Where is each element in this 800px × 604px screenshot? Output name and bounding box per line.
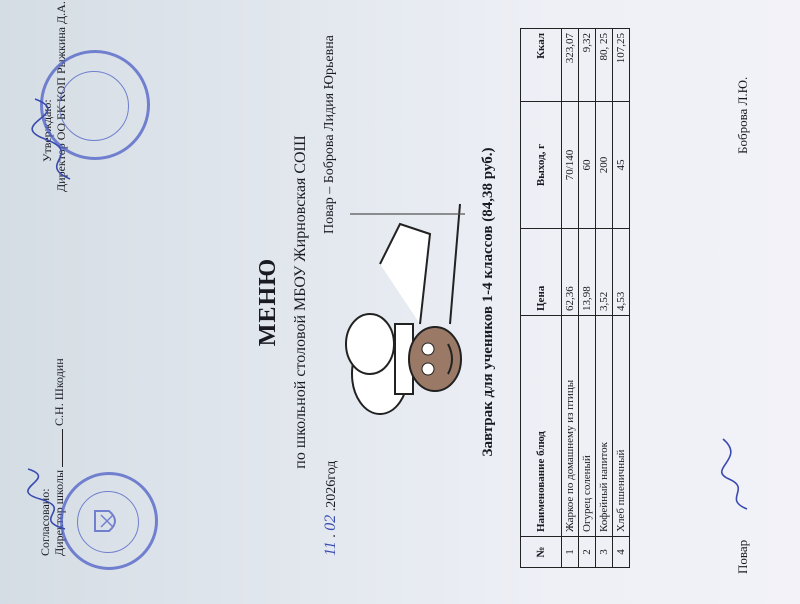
col-output: Выход, г [521,102,562,229]
menu-table [520,28,630,568]
col-dish-name: Наименование блюд [521,316,562,537]
table-row: 3 Кофейный напиток 3,52 200 80, 25 [596,29,613,568]
approval-left-role: Директор школы С.Н. Шкодин [52,358,66,556]
col-kcal: Ккал [521,29,562,102]
sign-name: Боброва Л.Ю. [735,76,750,154]
table-row: 1 Жаркое по домашнему из птицы 62,36 70/140 323,07 [562,29,579,568]
cook-signature [717,434,757,514]
date-day: 11 [322,541,339,556]
signature-left [20,464,80,534]
approval-right-heading: Утверждаю: [40,99,54,162]
approval-right-name: Рыжкина Д.А. [54,1,68,75]
page-subtitle: по школьной столовой МБОУ Жирновская СОШ [292,135,309,469]
table-row: 4 Хлеб пшеничный 4,53 45 107,25 [613,29,630,568]
approval-left-name: С.Н. Шкодин [52,358,66,426]
crest-icon [93,509,121,533]
date-month: 02 [322,514,339,531]
meal-title: Завтрак для учеников 1-4 классов (84,38 руб.) [480,147,496,457]
signature-right [30,94,90,184]
col-price: Цена [521,229,562,316]
approval-right-role: Директор ОО БК КОП Рыжкина Д.А. [54,1,68,192]
col-number: № [521,537,562,568]
table-row: 2 Огурец соленый 13,98 60 9,32 [579,29,596,568]
chef-illustration [340,164,470,464]
date-line: 11 . 02 .2026год [322,460,339,556]
table-header-row [521,29,562,568]
page-title: МЕНЮ [255,257,281,347]
cook-line: Повар – Боброва Лидия Юрьевна [322,35,337,234]
approval-left-heading: Согласовано: [38,488,52,556]
sign-position: Повар [735,539,750,574]
